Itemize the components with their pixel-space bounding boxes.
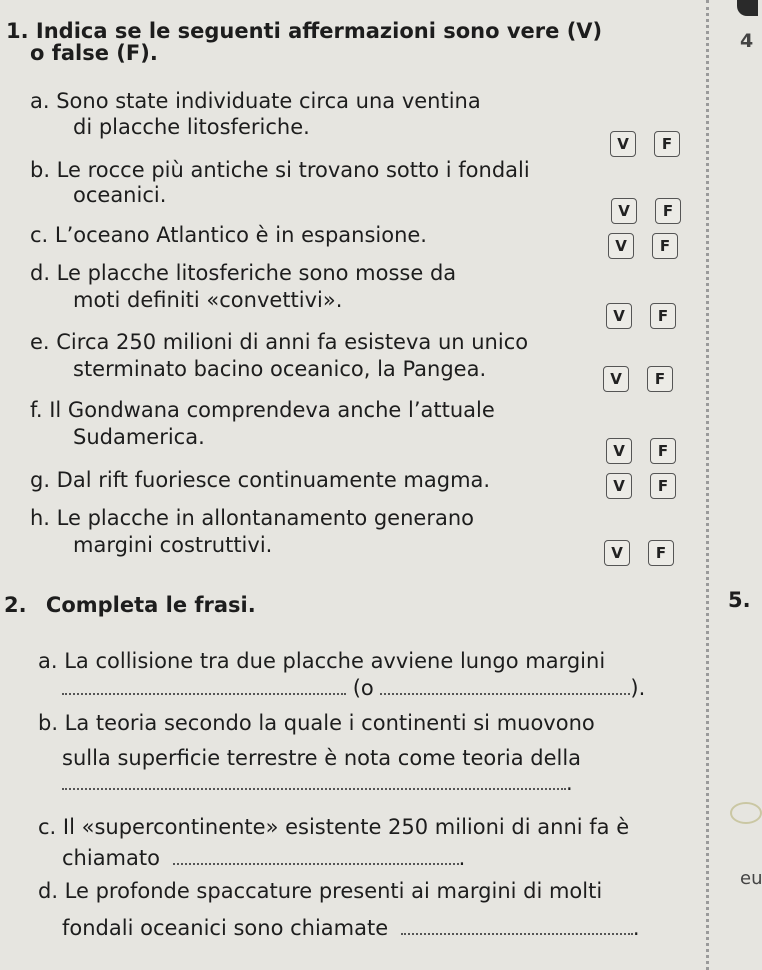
statement-h-line2: margini costruttivi. xyxy=(73,533,273,557)
statement-f-line2: Sudamerica. xyxy=(73,425,205,449)
statement-b-line2: oceanici. xyxy=(73,183,167,207)
exercise-2-number: 2. xyxy=(4,593,27,617)
exercise-1-number: 1. xyxy=(6,19,29,43)
page-fold-dotted-line xyxy=(706,0,709,970)
sentence-c-end: . xyxy=(458,846,466,870)
blank-b[interactable] xyxy=(62,770,566,790)
false-checkbox-d[interactable]: F xyxy=(650,303,676,329)
blank-d[interactable] xyxy=(401,915,633,935)
exercise-1-title-line2: o false (F). xyxy=(30,41,158,65)
statement-c: c. L’oceano Atlantico è in espansione. xyxy=(30,223,427,247)
sentence-b-end: . xyxy=(566,771,573,795)
blank-a2[interactable] xyxy=(380,675,630,695)
statement-f-line1: f. Il Gondwana comprendeva anche l’attuale xyxy=(30,398,495,422)
true-checkbox-f[interactable]: V xyxy=(606,438,632,464)
true-checkbox-h[interactable]: V xyxy=(604,540,630,566)
sentence-c-chiamato: chiamato xyxy=(62,846,160,870)
sentence-b-line1: b. La teoria secondo la quale i continenti si muovono xyxy=(38,711,595,735)
sentence-d-chiamate: fondali oceanici sono chiamate xyxy=(62,916,389,940)
statement-e-line1: e. Circa 250 milioni di anni fa esisteva un unico xyxy=(30,330,529,354)
statement-d-line1: d. Le placche litosferiche sono mosse da xyxy=(30,261,457,285)
sentence-c-line2 xyxy=(62,845,465,871)
sentence-a-mid: (o xyxy=(352,676,374,700)
statement-c-vf xyxy=(608,233,678,259)
statement-f-vf xyxy=(606,438,676,464)
true-checkbox-e[interactable]: V xyxy=(603,366,629,392)
sentence-a-line2 xyxy=(62,675,645,701)
margin-illustration-fragment xyxy=(730,802,762,824)
false-checkbox-a[interactable]: F xyxy=(654,131,680,157)
exercise-5-number: 5. xyxy=(728,588,751,612)
true-checkbox-b[interactable]: V xyxy=(611,198,637,224)
margin-text-fragment: eu xyxy=(740,868,762,889)
exercise-1-title-line1: Indica se le seguenti affermazioni sono vere (V) xyxy=(35,19,603,43)
true-checkbox-a[interactable]: V xyxy=(610,131,636,157)
false-checkbox-c[interactable]: F xyxy=(652,233,678,259)
blank-c[interactable] xyxy=(173,845,459,865)
statement-a-line1: a. Sono state individuate circa una ventina xyxy=(30,89,481,113)
true-checkbox-g[interactable]: V xyxy=(606,473,632,499)
statement-h-line1: h. Le placche in allontanamento generano xyxy=(30,506,474,530)
statement-b-line1: b. Le rocce più antiche si trovano sotto i fondali xyxy=(30,158,530,182)
margin-dark-mark xyxy=(737,0,758,16)
exercise-2-title: Completa le frasi. xyxy=(45,593,256,617)
statement-d-vf xyxy=(606,303,676,329)
false-checkbox-g[interactable]: F xyxy=(650,473,676,499)
sentence-d-end: . xyxy=(632,916,640,940)
false-checkbox-f[interactable]: F xyxy=(650,438,676,464)
sentence-a-end: ). xyxy=(630,676,646,700)
statement-g: g. Dal rift fuoriesce continuamente magma. xyxy=(30,468,491,492)
statement-g-vf xyxy=(606,473,676,499)
blank-a1[interactable] xyxy=(62,675,346,695)
false-checkbox-b[interactable]: F xyxy=(655,198,681,224)
sentence-c-line1: c. Il «supercontinente» esistente 250 milioni di anni fa è xyxy=(38,815,630,839)
sentence-b-line3 xyxy=(62,770,573,796)
sentence-d-line2 xyxy=(62,915,640,941)
false-checkbox-h[interactable]: F xyxy=(648,540,674,566)
exercise-2-heading xyxy=(4,592,256,618)
statement-e-line2: sterminato bacino oceanico, la Pangea. xyxy=(73,357,487,381)
statement-h-vf xyxy=(604,540,674,566)
margin-digit: 4 xyxy=(740,30,754,52)
statement-e-vf xyxy=(603,366,673,392)
statement-d-line2: moti definiti «convettivi». xyxy=(73,288,343,312)
sentence-b-line2: sulla superficie terrestre è nota come teoria della xyxy=(62,746,582,770)
sentence-a-line1: a. La collisione tra due placche avviene lungo margini xyxy=(38,649,606,673)
sentence-d-line1: d. Le profonde spaccature presenti ai margini di molti xyxy=(38,879,603,903)
statement-a-vf xyxy=(610,131,680,157)
statement-b-vf xyxy=(611,198,681,224)
statement-a-line2: di placche litosferiche. xyxy=(73,115,310,139)
false-checkbox-e[interactable]: F xyxy=(647,366,673,392)
true-checkbox-d[interactable]: V xyxy=(606,303,632,329)
true-checkbox-c[interactable]: V xyxy=(608,233,634,259)
